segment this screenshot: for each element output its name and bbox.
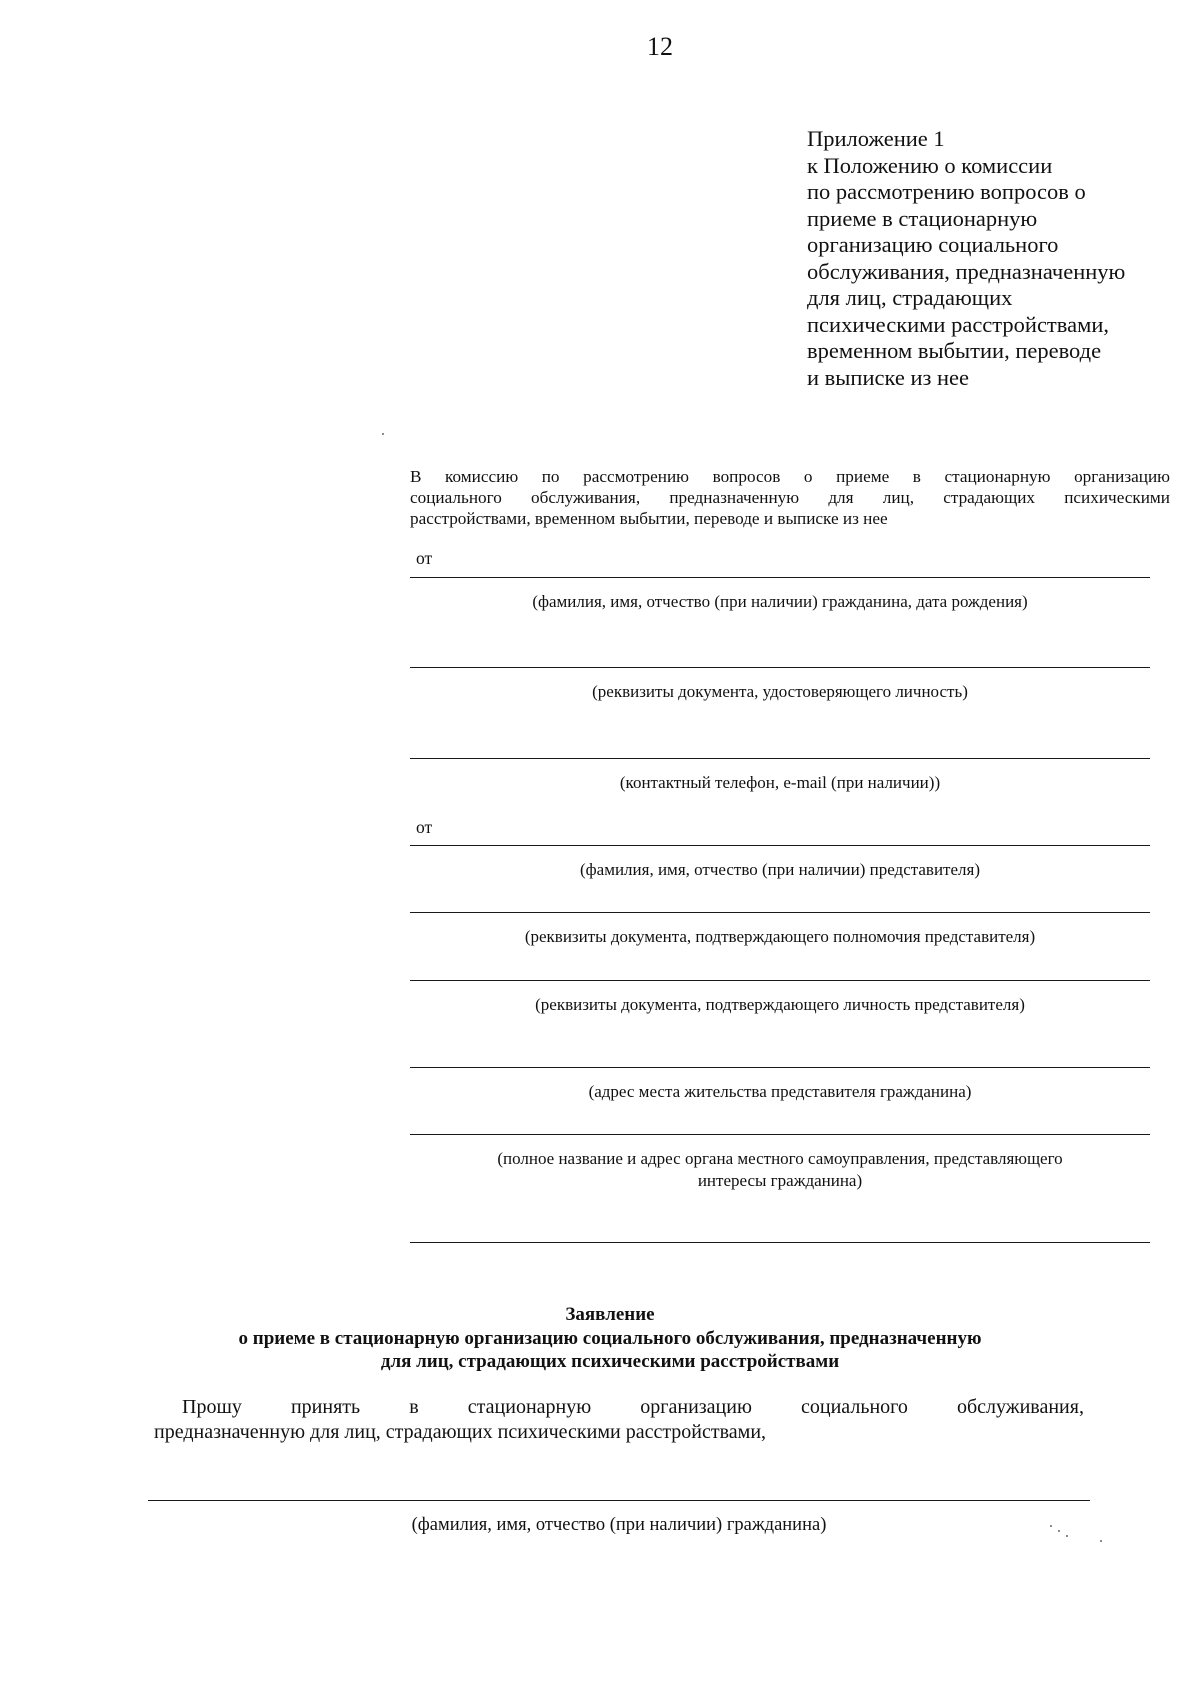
annex-line: и выписке из нее [807,364,970,390]
representative-name-line[interactable] [410,845,1150,846]
local-government-line[interactable] [410,1134,1150,1135]
statement-word: стационарную [467,1396,592,1418]
representative-authority-doc-line[interactable] [410,912,1150,913]
annex-line: обслуживания, предназначенную [807,258,1126,284]
citizen-name-line[interactable] [148,1500,1090,1501]
representative-id-doc-line[interactable] [410,980,1150,981]
extra-signature-line[interactable] [410,1242,1150,1243]
statement-title: Заявление [565,1304,655,1325]
statement-word: принять [290,1396,361,1418]
representative-name-caption: (фамилия, имя, отчество (при наличии) представителя) [579,860,980,879]
annex-block [807,126,1187,391]
addressee-line: расстройствами, временном выбытии, переводе и выписке из нее [410,509,888,528]
statement-word: обслуживания, [956,1396,1084,1418]
citizen-name-caption: (фамилия, имя, отчество (при наличии) гражданина) [411,1515,827,1535]
local-government-caption-line: (полное название и адрес органа местного самоуправления, представляющего [497,1149,1063,1168]
applicant-contacts-line[interactable] [410,758,1150,759]
local-government-caption [410,1148,1150,1192]
annex-line: по рассмотрению вопросов о [807,179,1086,204]
representative-address-caption: (адрес места жительства представителя гражданина) [588,1082,972,1101]
applicant-name-line[interactable] [410,577,1150,578]
page-number: 12 [647,32,673,61]
representative-from-label: от [416,817,433,837]
applicant-contacts-caption: (контактный телефон, e-mail (при наличии)) [619,773,941,792]
representative-address-line[interactable] [410,1067,1150,1068]
scan-speck [1066,1535,1068,1537]
scan-speck [1058,1530,1060,1532]
annex-line: к Положению о комиссии [807,152,1053,178]
annex-line: психическими расстройствами, [807,311,1109,337]
scan-speck [1100,1540,1102,1542]
applicant-id-doc-caption: (реквизиты документа, удостоверяющего личность) [592,682,968,701]
statement-word: организацию [640,1396,752,1418]
statement-body-line [182,1395,1084,1419]
scan-speck [382,433,384,435]
representative-authority-doc-caption: (реквизиты документа, подтверждающего полномочия представителя) [524,927,1036,946]
addressee-block [410,466,1170,529]
addressee-line: В комиссию по рассмотрению вопросов о приеме в стационарную организацию [410,467,1170,486]
applicant-id-doc-line[interactable] [410,667,1150,668]
statement-body-line: предназначенную для лиц, страдающих психическими расстройствами, [154,1421,767,1443]
scan-speck [1050,1525,1052,1527]
statement-word: в [409,1396,419,1418]
annex-line: организацию социального [807,232,1059,257]
statement-subtitle-line: о приеме в стационарную организацию социального обслуживания, предназначенную [238,1328,982,1349]
local-government-caption-line: интересы гражданина) [697,1171,863,1190]
annex-line: Приложение 1 [807,126,945,151]
annex-line: временном выбытии, переводе [807,338,1102,363]
addressee-line: социального обслуживания, предназначенную для лиц, страдающих психическими [410,488,1170,507]
statement-subtitle-line: для лиц, страдающих психическими расстройствами [380,1351,840,1372]
applicant-from-label: от [416,548,433,568]
applicant-name-caption: (фамилия, имя, отчество (при наличии) гражданина, дата рождения) [532,592,1028,611]
statement-word: Прошу [182,1396,242,1418]
annex-line: приеме в стационарную [807,205,1038,231]
statement-word: социального [801,1396,908,1418]
representative-id-doc-caption: (реквизиты документа, подтверждающего личность представителя) [535,995,1025,1014]
annex-line: для лиц, страдающих [807,285,1013,310]
